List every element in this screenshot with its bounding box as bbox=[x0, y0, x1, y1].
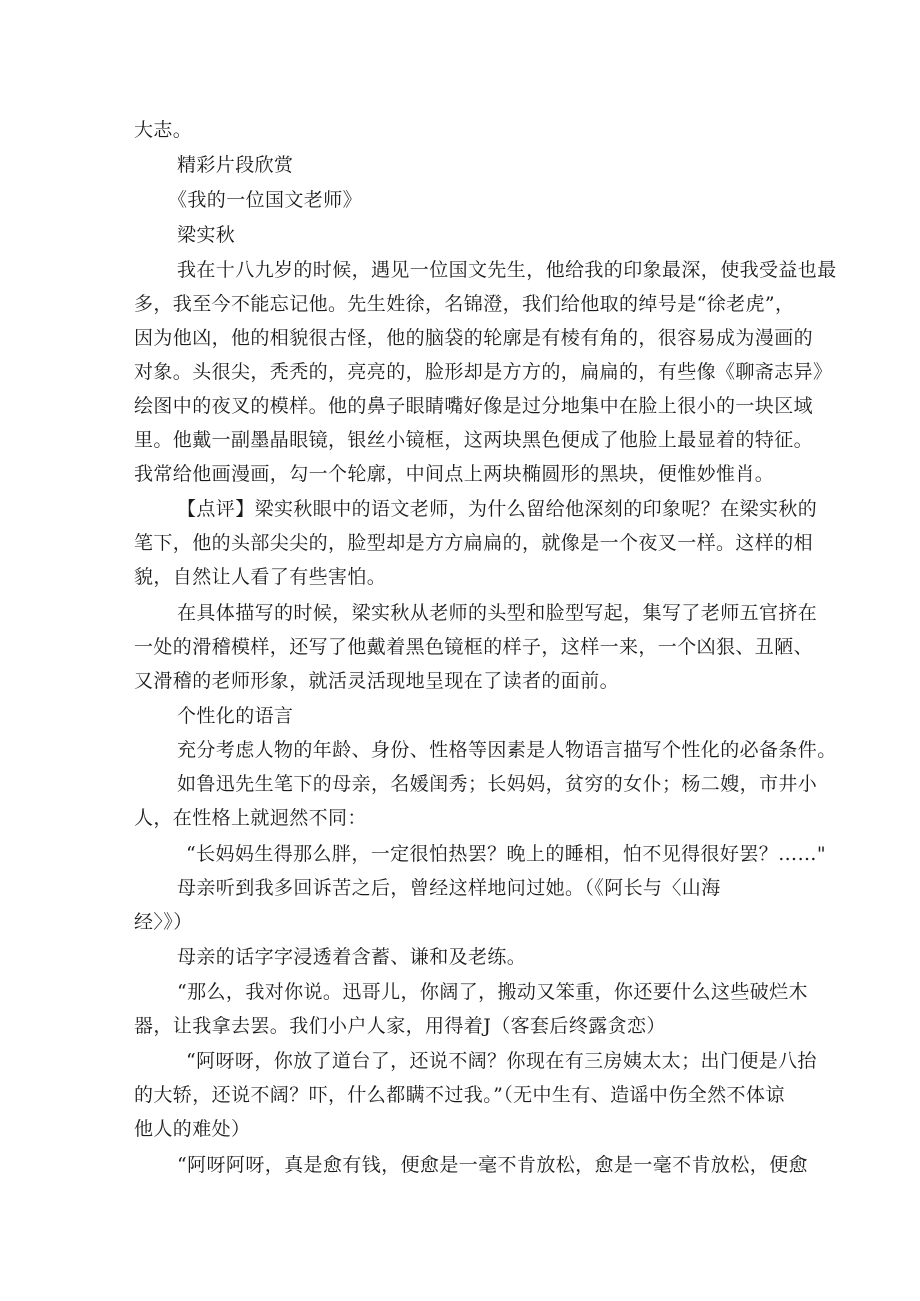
section-heading: 个性化的语言 bbox=[177, 705, 294, 727]
section-heading: 精彩片段欣赏 bbox=[177, 154, 294, 176]
text-line: 母亲听到我多回诉苦之后，曾经这样地问过她。（《阿长与〈山海 bbox=[177, 877, 721, 899]
quote-line: “阿呀阿呀，真是愈有钱，便愈是一毫不肯放松，愈是一毫不肯放松，便愈 bbox=[177, 1154, 808, 1176]
text-line: 母亲的话字字浸透着含蓄、谦和及老练。 bbox=[177, 946, 527, 968]
essay-title: 《我的一位国文老师》 bbox=[168, 189, 363, 211]
text-line: 对象。头很尖，秃秃的，亮亮的，脸形却是方方的，扁扁的，有些像《聊斋志异》 bbox=[134, 361, 833, 383]
text-line: 在具体描写的时候，梁实秋从老师的头型和脸型写起，集写了老师五官挤在 bbox=[177, 602, 818, 624]
text-line: 一处的滑稽模样，还写了他戴着黑色镜框的样子，这样一来，一个凶狠、丑陋、 bbox=[134, 636, 814, 658]
text-line: 经〉》） bbox=[134, 911, 193, 933]
text-line: 器，让我拿去罢。我们小户人家，用得着J（客套后终露贪恋） bbox=[134, 1015, 666, 1037]
comment-line: 【点评】梁实秋眼中的语文老师，为什么留给他深刻的印象呢？在梁实秋的 bbox=[177, 498, 818, 520]
text-line: 又滑稽的老师形象，就活灵活现地呈现在了读者的面前。 bbox=[134, 670, 620, 692]
text-line: 我在十八九岁的时候，遇见一位国文先生，他给我的印象最深，使我受益也最 bbox=[177, 259, 837, 281]
text-line: 人，在性格上就迥然不同： bbox=[134, 807, 367, 829]
essay-author: 梁实秋 bbox=[177, 224, 236, 246]
text-line: 里。他戴一副墨晶眼镜，银丝小镜框，这两块黑色便成了他脸上最显着的特征。 bbox=[134, 429, 814, 451]
text-line: 的大轿，还说不阔？吓，什么都瞒不过我。”（无中生有、造谣中伤全然不体谅 bbox=[134, 1084, 785, 1106]
text-line: 如鲁迅先生笔下的母亲，名媛闺秀；长妈妈，贫穷的女仆；杨二嫂，市井小 bbox=[177, 773, 818, 795]
quote-line: “那么，我对你说。迅哥儿，你阔了，搬动又笨重，你还要什么这些破烂木 bbox=[177, 981, 808, 1003]
text-line: 他人的难处） bbox=[134, 1118, 251, 1140]
text-line: 充分考虑人物的年龄、身份、性格等因素是人物语言描写个性化的必备条件。 bbox=[177, 739, 837, 761]
quote-line: “阿呀呀，你放了道台了，还说不阔？你现在有三房姨太太；出门便是八抬 bbox=[186, 1050, 817, 1072]
text-line: 大志。 bbox=[134, 119, 193, 141]
text-line: 我常给他画漫画，勾一个轮廓，中间点上两块椭圆形的黑块，便惟妙惟肖。 bbox=[134, 463, 775, 485]
text-line: 貌，自然让人看了有些害怕。 bbox=[134, 566, 387, 588]
text-line: 因为他凶，他的相貌很古怪，他的脑袋的轮廓是有棱有角的，很容易成为漫画的 bbox=[134, 327, 814, 349]
quote-line: “长妈妈生得那么胖，一定很怕热罢？晚上的睡相，怕不见得很好罢？……" bbox=[186, 843, 827, 865]
text-line: 笔下，他的头部尖尖的，脸型却是方方扁扁的，就像是一个夜叉一样。这样的相 bbox=[134, 532, 814, 554]
text-line: 绘图中的夜叉的模样。他的鼻子眼睛嘴好像是过分地集中在脸上很小的一块区域 bbox=[134, 395, 814, 417]
text-line: 多，我至今不能忘记他。先生姓徐，名锦澄，我们给他取的绰号是“徐老虎”， bbox=[134, 293, 795, 315]
